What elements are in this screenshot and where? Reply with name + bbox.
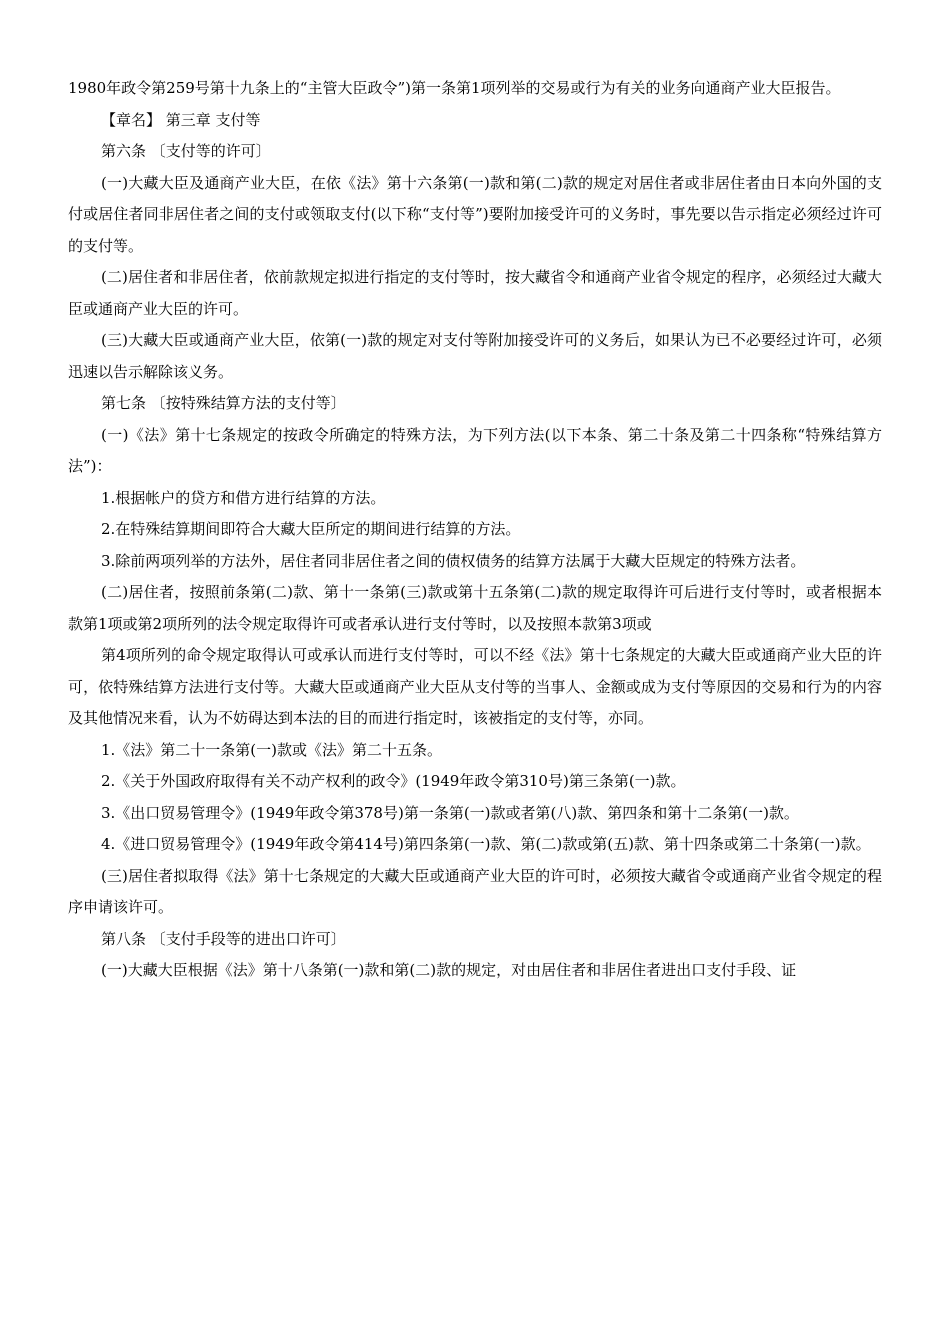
article-7-clause-1: (一)《法》第十七条规定的按政令所确定的特殊方法，为下列方法(以下本条、第二十条及第二十四条称“特殊结算方法”)： [68,425,882,475]
article-7-law-item-4: 4.《进口贸易管理令》(1949年政令第414号)第四条第(一)款、第(二)款或第(五)款、第十四条或第二十条第(一)款。 [101,835,871,853]
article-7-clause-3: (三)居住者拟取得《法》第十七条规定的大藏大臣或通商产业大臣的许可时，必须按大藏省令或通商产业省令规定的程序申请该许可。 [68,866,882,916]
article-6-clause-1: (一)大藏大臣及通商产业大臣，在依《法》第十六条第(一)款和第(二)款的规定对居住者或非居住者由日本向外国的支付或居住者同非居住者之间的支付或领取支付(以下称“支付等”)要附加接受许可的义务时，事先要以告示指定必须经过许可的支付等。 [68,173,882,255]
article-6-clause-3: (三)大藏大臣或通商产业大臣，依第(一)款的规定对支付等附加接受许可的义务后，如果认为已不必要经过许可，必须迅速以告示解除该义务。 [68,331,882,381]
chapter-heading: 【章名】 第三章 支付等 [101,110,261,129]
article-7-item-1: 1.根据帐户的贷方和借方进行结算的方法。 [101,488,386,507]
article-heading-7: 第七条 〔按特殊结算方法的支付等〕 [101,394,346,412]
article-heading-8: 第八条 〔支付手段等的进出口许可〕 [101,929,346,948]
document-body [68,73,882,987]
article-6-clause-2: (二)居住者和非居住者，依前款规定拟进行指定的支付等时，按大藏省令和通商产业省令规定的程序，必须经过大藏大臣或通商产业大臣的许可。 [68,268,882,318]
article-7-law-item-3: 3.《出口贸易管理令》(1949年政令第378号)第一条第(一)款或者第(八)款、第四条和第十二条第(一)款。 [101,803,799,822]
article-7-law-item-1: 1.《法》第二十一条第(一)款或《法》第二十五条。 [101,740,443,759]
article-7-item-3: 3.除前两项列举的方法外，居住者同非居住者之间的债权债务的结算方法属于大藏大臣规定的特殊方法者。 [101,551,806,570]
article-8-clause-1: (一)大藏大臣根据《法》第十八条第(一)款和第(二)款的规定，对由居住者和非居住者进出口支付手段、证 [101,961,797,979]
paragraph-continuation: 1980年政令第259号第十九条上的“主管大臣政令”)第一条第1项列举的交易或行为有关的业务向通商产业大臣报告。 [68,79,841,97]
article-heading-6: 第六条 〔支付等的许可〕 [101,142,271,160]
article-7-clause-2: (二)居住者，按照前条第(二)款、第十一条第(三)款或第十五条第(二)款的规定取得许可后进行支付等时，或者根据本款第1项或第2项所列的法令规定取得许可或者承认进行支付等时，以及按照本款第3项或 [68,583,882,633]
article-7-clause-2-continued: 第4项所列的命令规定取得认可或承认而进行支付等时，可以不经《法》第十七条规定的大藏大臣或通商产业大臣的许可，依特殊结算方法进行支付等。大藏大臣或通商产业大臣从支付等的当事人、金额或成为支付等原因的交易和行为的内容及其他情况来看，认为不妨碍达到本法的目的而进行指定时，该被指定的支付等，亦同。 [68,646,882,727]
article-7-item-2: 2.在特殊结算期间即符合大藏大臣所定的期间进行结算的方法。 [101,520,521,538]
article-7-law-item-2: 2.《关于外国政府取得有关不动产权利的政令》(1949年政令第310号)第三条第(一)款。 [101,772,686,790]
